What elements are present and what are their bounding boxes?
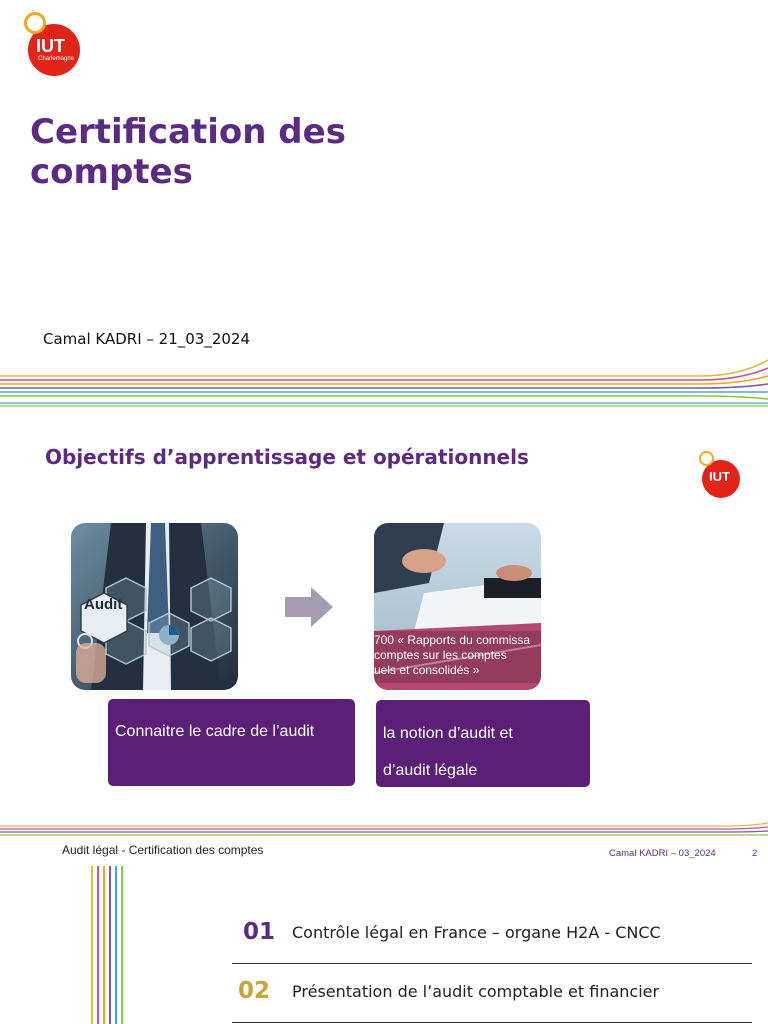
footer-author: Camal KADRI – 03_2024 <box>609 848 716 859</box>
iut-logo: IUT Charlemagne <box>24 12 84 74</box>
divider <box>232 963 752 964</box>
title-slide <box>0 0 768 400</box>
photo-overlay-text: 700 « Rapports du commissa comptes sur les comptes uels et consolidés » <box>374 633 531 677</box>
iut-logo: IUT <box>699 451 743 497</box>
audit-photo <box>71 523 238 690</box>
agenda-number: 01 <box>243 919 276 945</box>
agenda-slide <box>0 866 768 1024</box>
slide-title: Objectifs d’apprentissage et opérationnels <box>45 445 529 469</box>
decorative-stripes <box>0 400 768 414</box>
decorative-stripes <box>0 355 768 400</box>
objective-box-left: Connaitre le cadre de l’audit <box>108 699 355 786</box>
objective-box-right: la notion d’audit et d’audit légale <box>376 700 590 787</box>
right-arrow-icon <box>285 587 333 627</box>
author-date: Camal KADRI – 21_03_2024 <box>43 330 251 348</box>
page-number: 2 <box>752 848 758 859</box>
slide-title: Certification des comptes <box>30 112 346 192</box>
agenda-text: Présentation de l’audit comptable et financier <box>292 982 660 1001</box>
footer-course-title: Audit légal - Certification des comptes <box>62 843 264 857</box>
audit-hexagon-label: Audit <box>84 596 123 613</box>
report-photo <box>374 523 541 690</box>
agenda-text: Contrôle légal en France – organe H2A - CNCC <box>292 923 661 942</box>
agenda-number: 02 <box>238 978 271 1004</box>
decorative-stripes <box>0 822 768 838</box>
divider <box>232 1022 752 1023</box>
decorative-vertical-stripes <box>90 866 130 1024</box>
objectives-slide <box>0 400 768 866</box>
